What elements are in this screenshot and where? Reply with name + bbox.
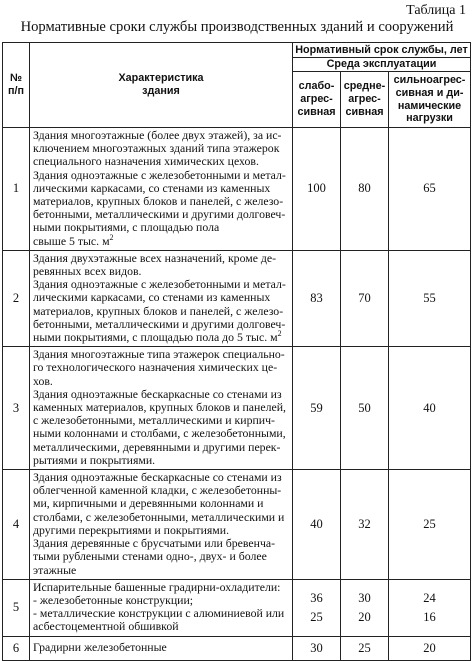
value-strong: 65 <box>389 128 471 251</box>
value-a: 30 <box>358 590 371 605</box>
value-medium: 25 <box>341 636 389 660</box>
row-number: 1 <box>3 128 30 251</box>
service-life-table <box>2 42 471 661</box>
page-title: Нормативные сроки службы производственных зданий и сооружений <box>20 19 454 35</box>
row-number: 2 <box>3 250 30 346</box>
header-environment: Среда эксплуатации <box>293 58 471 72</box>
value-weak: 59 <box>293 347 341 470</box>
table-row <box>3 579 471 636</box>
value-strong: 20 <box>389 636 471 660</box>
value-b: 16 <box>423 609 436 624</box>
value-weak: 100 <box>293 128 341 251</box>
row-description: Градирни железобетонные <box>30 636 293 660</box>
value-medium: 80 <box>341 128 389 251</box>
row-description: Здания многоэтажные (более двух этажей), за ис- ключением многоэтажных зданий типа этажерок специального назначения химических цехов. Здания одноэтажные с железобетонными и метал- лическими каркасами, со стенами из каменных материалов, крупных блоков и панелей, с железо- бетонными, металлическими и другими долговеч- ными покрытиями, с площадью пола свыше 5 тыс. $м^2$ <box>30 128 293 251</box>
value-strong: 40 <box>389 347 471 470</box>
value-weak <box>293 579 341 636</box>
value-medium: 70 <box>341 250 389 346</box>
table-label: Таблица 1 <box>406 3 466 18</box>
row-number: 3 <box>3 347 30 470</box>
header-num: № п/п <box>3 43 30 128</box>
row-description: Испарительные башенные градирни-охладители: - железобетонные конструкции; - металлические конструкции с алюминиевой или асбестоцементной обшивкой <box>30 579 293 636</box>
table-row <box>3 347 471 470</box>
table-row <box>3 470 471 580</box>
value-weak: 30 <box>293 636 341 660</box>
value-a: 36 <box>310 590 323 605</box>
row-description: Здания многоэтажные типа этажерок специально- го технологического назначения химических це- хов. Здания одноэтажные бескаркасные со стенами из каменных материалов, крупных блоков и панелей, с железобетонными, металлическими и кирпич- ными колоннами и столбами, с железобетонными, металлическими, деревянными и другими перек- рытиями и покрытиями. <box>30 347 293 470</box>
value-medium <box>341 579 389 636</box>
row-number: 4 <box>3 470 30 580</box>
value-strong <box>389 579 471 636</box>
header-env-medium: средне- агрес- сивная <box>341 72 389 128</box>
value-medium: 50 <box>341 347 389 470</box>
table-row <box>3 636 471 660</box>
header-env-weak: слабо- агрес- сивная <box>293 72 341 128</box>
row-number: 5 <box>3 579 30 636</box>
value-strong: 55 <box>389 250 471 346</box>
header-env-strong: сильноагрес- сивная и ди- намические нагрузки <box>389 72 471 128</box>
value-a: 24 <box>423 590 436 605</box>
table-row <box>3 250 471 346</box>
value-weak: 40 <box>293 470 341 580</box>
row-description: Здания двухэтажные всех назначений, кроме де- ревянных всех видов. Здания одноэтажные с железобетонными и метал- лическими каркасами, со стенами из каменных материалов, крупных блоков и панелей, с железо- бетонными, металлическими и другими долговеч- ными покрытиями, с площадью пола до 5 тыс. $м^2$ <box>30 250 293 346</box>
row-description: Здания одноэтажные бескаркасные со стенами из облегченной каменной кладки, с железобетонны- ми, кирпичными и деревянными колоннами и столбами, с железобетонными, металлическими и другими перекрытиями и покрытиями. Здания деревянные с брусчатыми или бревенча- тыми рублеными стенами одно-, двух- и более этажные <box>30 470 293 580</box>
value-strong: 25 <box>389 470 471 580</box>
value-weak: 83 <box>293 250 341 346</box>
value-medium: 32 <box>341 470 389 580</box>
value-b: 20 <box>358 609 371 624</box>
header-characteristic: Характеристика здания <box>30 43 293 128</box>
value-b: 25 <box>310 609 323 624</box>
table-row <box>3 128 471 251</box>
row-number: 6 <box>3 636 30 660</box>
header-normative-period: Нормативный срок службы, лет <box>293 43 471 58</box>
